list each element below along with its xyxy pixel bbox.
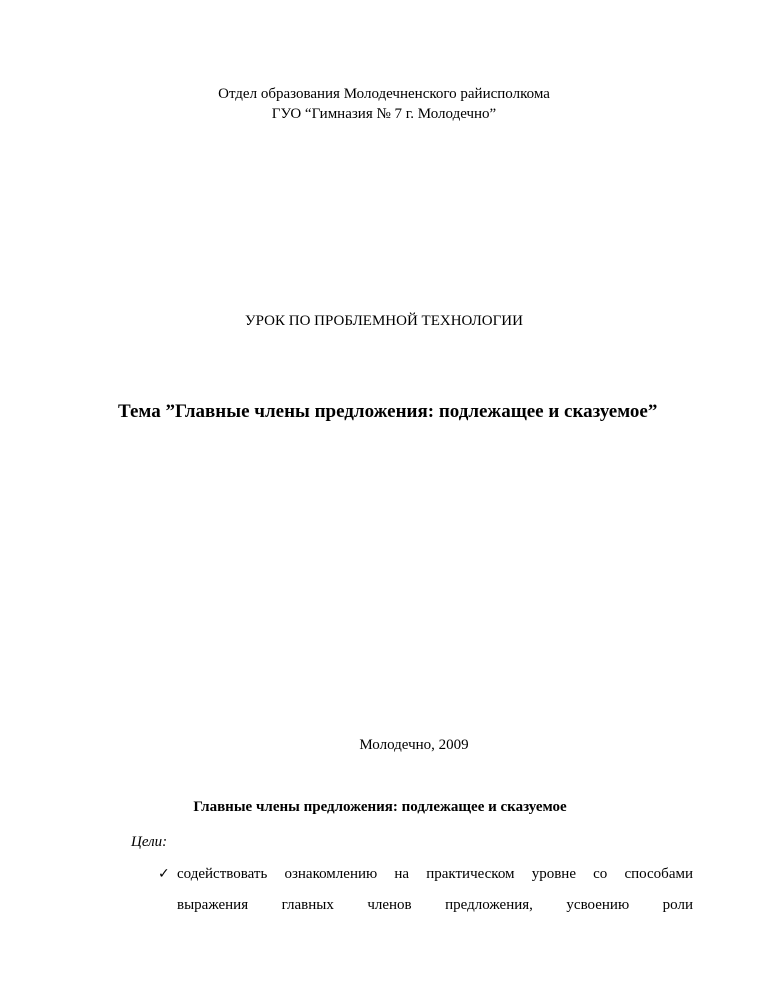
goals-label: Цели: [131,834,168,850]
goal-word: выражения [177,897,249,913]
check-icon: ✓ [158,866,170,882]
goal-word: главных [281,897,334,913]
lesson-type-heading: УРОК ПО ПРОБЛЕМНОЙ ТЕХНОЛОГИИ [245,313,523,329]
goal-word: членов [367,897,412,913]
goal-item-line-2 [177,897,693,914]
organization-line: Отдел образования Молодечненского райисполкома [218,86,550,102]
goal-item-line-1: содействовать ознакомлению на практическом уровне со способами [177,866,693,882]
school-name-line: ГУО “Гимназия № 7 г. Молодечно” [271,106,497,122]
section-title: Главные члены предложения: подлежащее и сказуемое [193,799,567,815]
goal-word: предложения, [445,897,533,913]
lesson-topic-heading: Тема ”Главные члены предложения: подлежащее и сказуемое” [118,401,658,422]
goal-word: роли [662,897,693,913]
place-and-year: Молодечно, 2009 [359,737,469,753]
goal-word: усвоению [566,897,630,913]
